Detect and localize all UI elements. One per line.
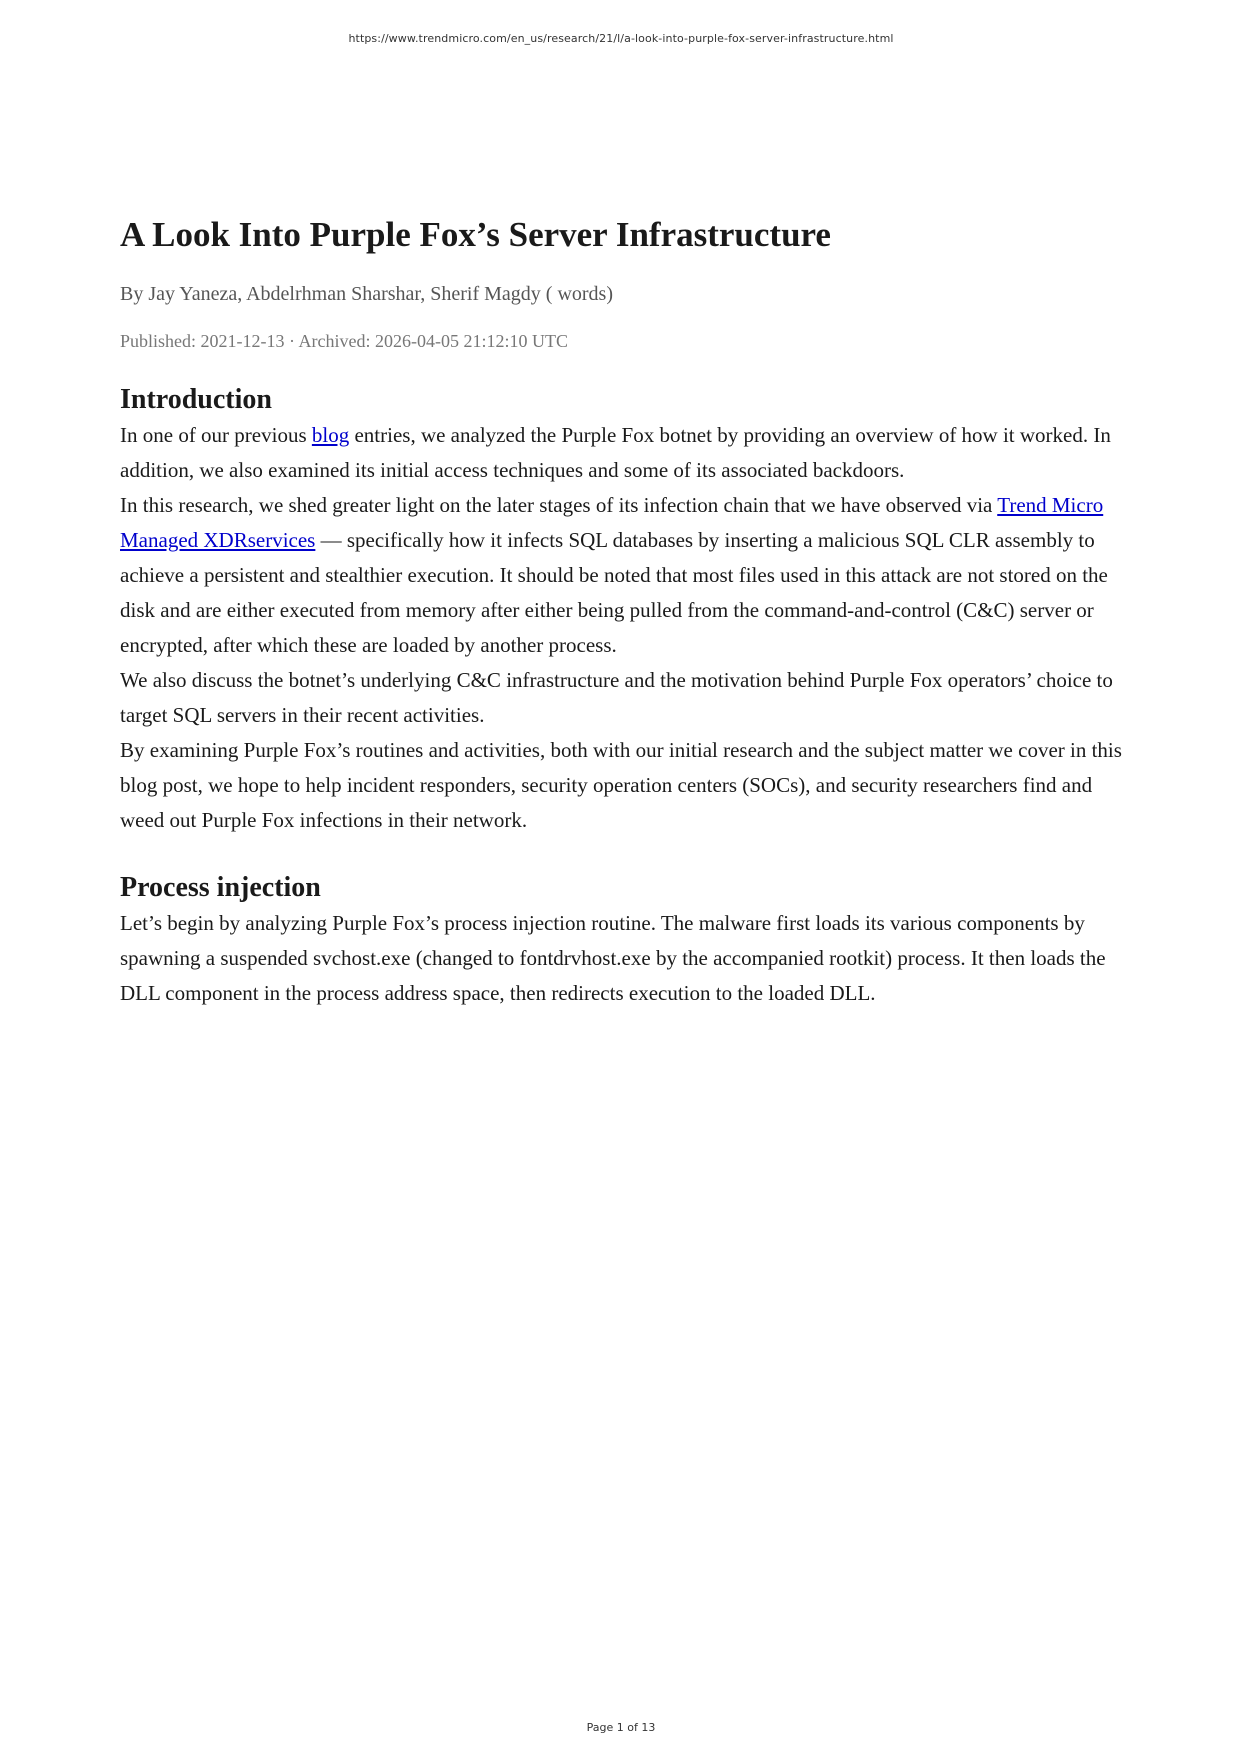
section-heading-introduction: Introduction	[120, 384, 272, 415]
article-byline: By Jay Yaneza, Abdelrhman Sharshar, Sherif Magdy ( words)	[120, 283, 613, 305]
article	[120, 212, 1125, 1011]
article-meta: Published: 2021-12-13 · Archived: 2026-04-05 21:12:10 UTC	[120, 331, 568, 351]
paragraph	[120, 418, 1125, 488]
page-number: Page 1 of 13	[586, 1721, 656, 1734]
paragraph-text: In one of our previous	[120, 423, 312, 447]
paragraph: Let’s begin by analyzing Purple Fox’s process injection routine. The malware first loads its various components by spawning a suspended svchost.exe (changed to fontdrvhost.exe by the accompanied rootkit) process. It then loads the DLL component in the process address space, then redirects execution to the loaded DLL.	[120, 911, 1106, 1005]
paragraph	[120, 488, 1125, 663]
page-url-header: https://www.trendmicro.com/en_us/research/21/l/a-look-into-purple-fox-server-infrastructure.html	[348, 32, 894, 45]
blog-link[interactable]: blog	[311, 423, 350, 447]
paragraph: We also discuss the botnet’s underlying C&C infrastructure and the motivation behind Purple Fox operators’ choice to target SQL servers in their recent activities.	[120, 668, 1113, 727]
section-heading-process-injection: Process injection	[120, 872, 321, 903]
managed-xdr-link[interactable]: Trend Micro Managed XDRservices	[120, 493, 1104, 552]
paragraph-text: — specifically how it infects SQL databases by inserting a malicious SQL CLR assembly to achieve a persistent and stealthier execution. It should be noted that most files used in this attack are not stored on the disk and are either executed from memory after either being pulled from the command-and-control (C&C) server or encrypted, after which these are loaded by another process.	[120, 528, 1108, 657]
article-title: A Look Into Purple Fox’s Server Infrastructure	[120, 215, 831, 254]
paragraph: By examining Purple Fox’s routines and activities, both with our initial research and the subject matter we cover in this blog post, we hope to help incident responders, security operation centers (SOCs), and security researchers find and weed out Purple Fox infections in their network.	[120, 738, 1122, 832]
paragraph-text: entries, we analyzed the Purple Fox botnet by providing an overview of how it worked. In addition, we also examined its initial access techniques and some of its associated backdoors.	[120, 423, 1111, 482]
paragraph-text: In this research, we shed greater light on the later stages of its infection chain that we have observed via	[120, 493, 998, 517]
